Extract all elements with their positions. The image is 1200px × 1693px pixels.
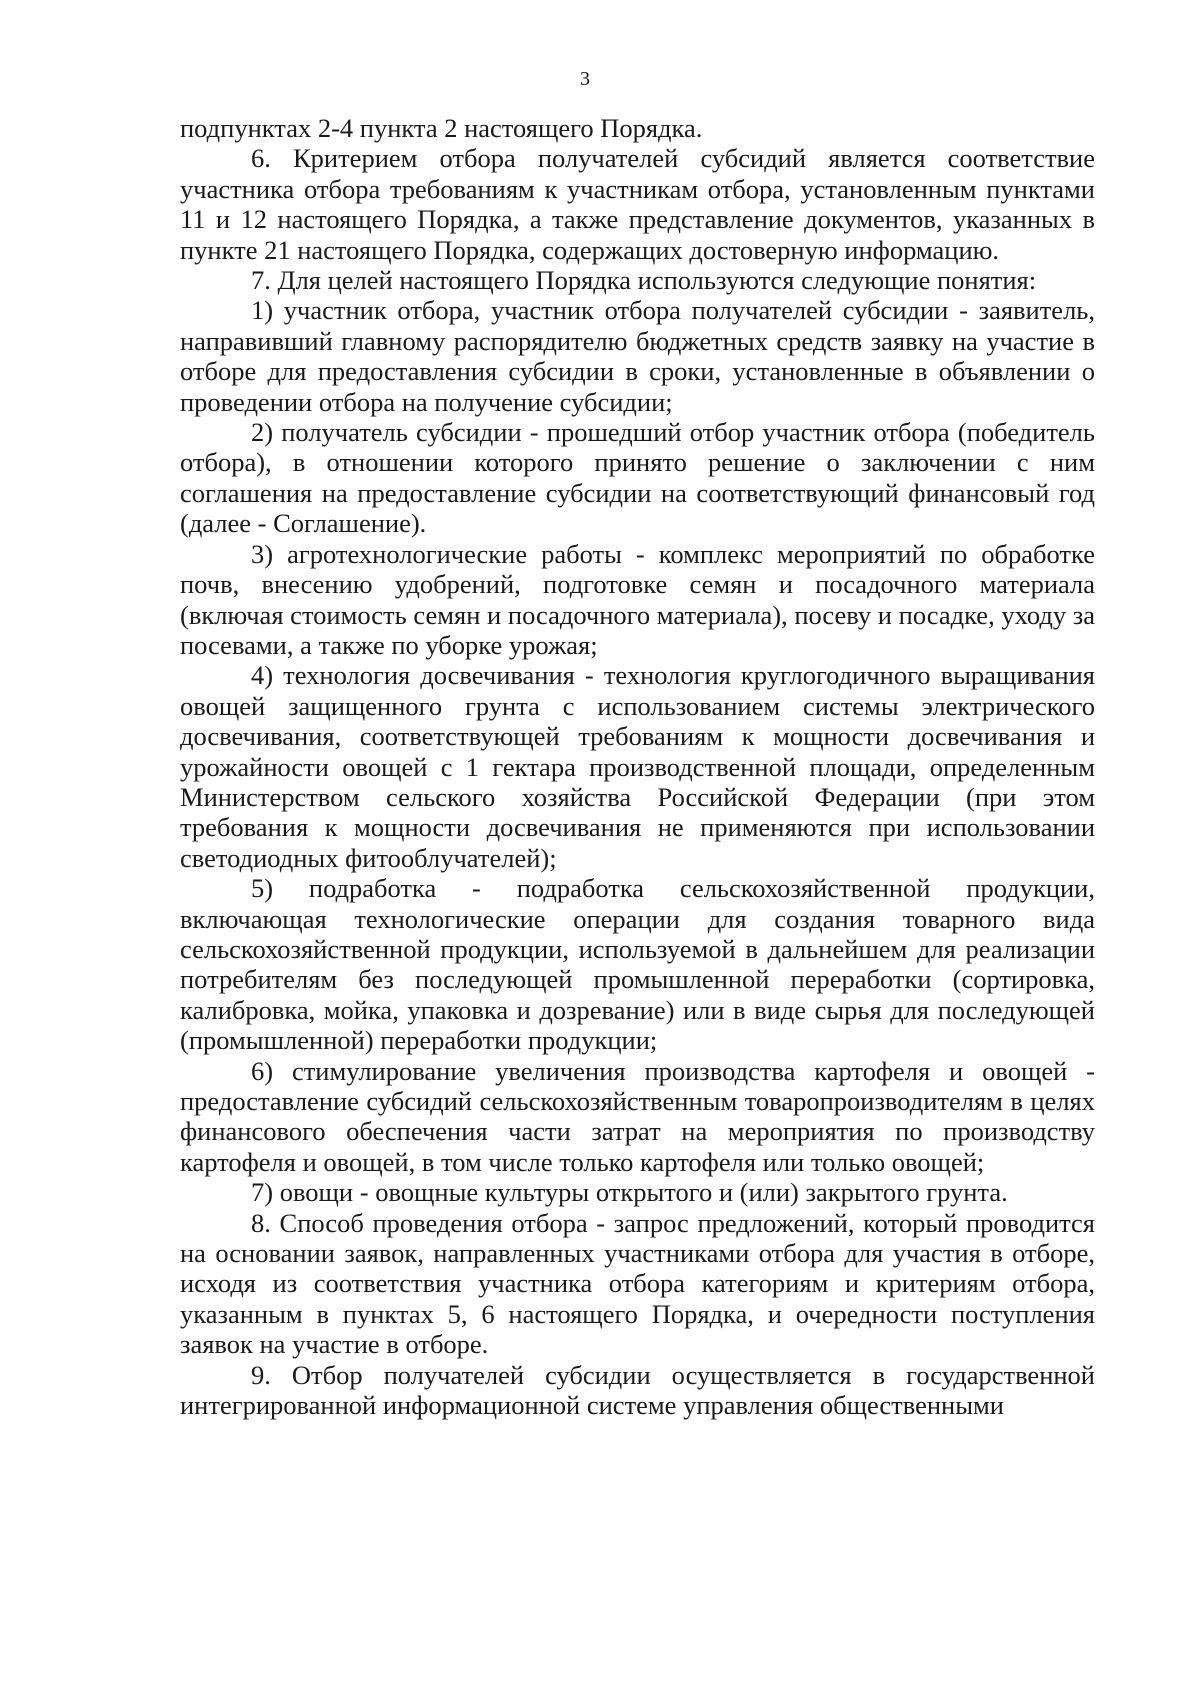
page-number: 3 [580,68,590,90]
document-body [180,113,1095,1420]
definition-4: 4) технология досвечивания - технология круглогодичного выращивания овощей защищенного грунта с использованием системы электрического досвечивания, соответствующей требованиям к мощности досвечивания и урожайности овощей с 1 гектара производственной площади, определенным Министерством сельского хозяйства Российской Федерации (при этом требования к мощности досвечивания не применяются при использовании светодиодных фитооблучателей); [180,660,1095,873]
definition-7: 7) овощи - овощные культуры открытого и (или) закрытого грунта. [251,1177,1008,1208]
paragraph-item-6: 6. Критерием отбора получателей субсидий является соответствие участника отбора требованиям к участникам отбора, установленным пунктами 11 и 12 настоящего Порядка, а также представление документов, указанных в пункте 21 настоящего Порядка, содержащих достоверную информацию. [180,143,1095,265]
paragraph-item-9: 9. Отбор получателей субсидии осуществляется в государственной интегрированной информационной системе управления общественными [180,1359,1095,1421]
paragraph-continuation: подпунктах 2-4 пункта 2 настоящего Порядка. [180,113,703,143]
definition-3: 3) агротехнологические работы - комплекс мероприятий по обработке почв, внесению удобрений, подготовке семян и посадочного материала (включая стоимость семян и посадочного материала), посеву и посадке, уходу за посевами, а также по уборке урожая; [180,538,1095,660]
definition-6: 6) стимулирование увеличения производства картофеля и овощей - предоставление субсидий сельскохозяйственным товаропроизводителям в целях финансового обеспечения части затрат на мероприятия по производству картофеля и овощей, в том числе только картофеля или только овощей; [180,1055,1095,1177]
paragraph-item-8: 8. Способ проведения отбора - запрос предложений, который проводится на основании заявок, направленных участниками отбора для участия в отборе, исходя из соответствия участника отбора категориям и критериям отбора, указанным в пунктах 5, 6 настоящего Порядка, и очередности поступления заявок на участие в отборе. [180,1207,1095,1360]
definition-5: 5) подработка - подработка сельскохозяйственной продукции, включающая технологические операции для создания товарного вида сельскохозяйственной продукции, используемой в дальнейшем для реализации потребителям без последующей промышленной переработки (сортировка, калибровка, мойка, упаковка и дозревание) или в виде сырья для последующей (промышленной) переработки продукции; [180,873,1095,1056]
definition-2: 2) получатель субсидии - прошедший отбор участник отбора (победитель отбора), в отношении которого принято решение о заключении с ним соглашения на предоставление субсидии на соответствующий финансовый год (далее - Соглашение). [180,417,1095,539]
paragraph-item-7: 7. Для целей настоящего Порядка используются следующие понятия: [251,265,1037,296]
definition-1: 1) участник отбора, участник отбора получателей субсидии - заявитель, направивший главному распорядителю бюджетных средств заявку на участие в отборе для предоставления субсидии в сроки, установленные в объявлении о проведении отбора на получение субсидии; [180,295,1095,417]
